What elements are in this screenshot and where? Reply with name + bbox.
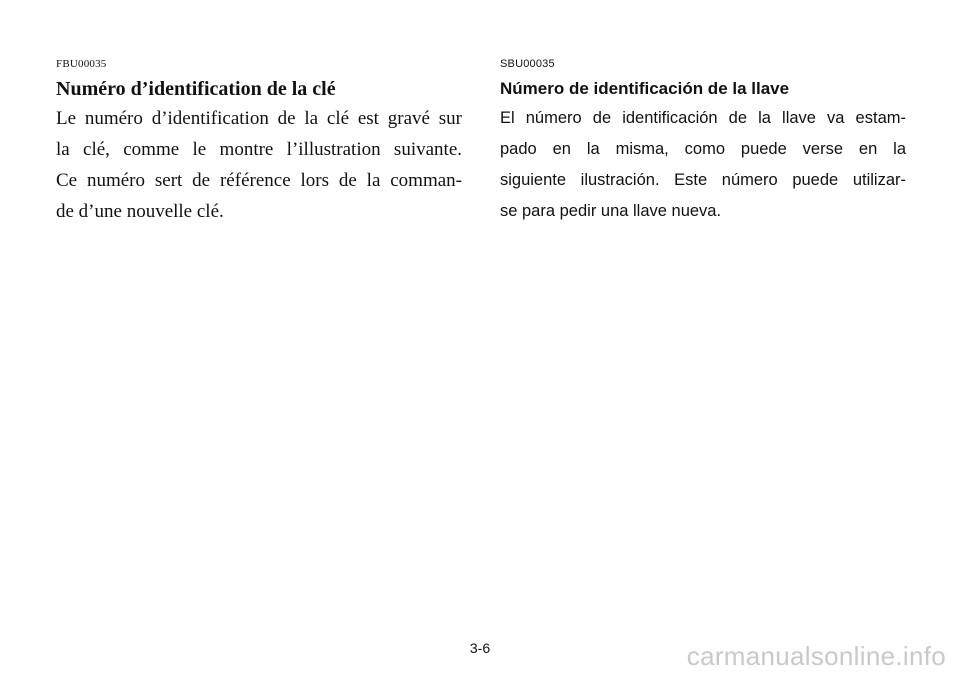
body-line: la clé, comme le montre l’illustration suivante. (56, 139, 462, 160)
body-line: de d’une nouvelle clé. (56, 201, 224, 222)
body-line: El número de identificación de la llave va estam- (500, 109, 906, 127)
section-code: FBU00035 (56, 58, 107, 70)
body-line: Le numéro d’identification de la clé est gravé sur (56, 108, 462, 129)
section-code: SBU00035 (500, 58, 555, 70)
spanish-section (500, 57, 906, 227)
body-line: pado en la misma, como puede verse en la (500, 140, 906, 158)
section-body (500, 103, 906, 227)
watermark: carmanualsonline.info (686, 641, 946, 671)
french-section (56, 57, 462, 227)
section-body (56, 103, 462, 227)
page-number: 3-6 (469, 640, 491, 656)
body-line: siguiente ilustración. Este número puede utilizar- (500, 171, 906, 189)
body-line: Ce numéro sert de référence lors de la comman- (56, 170, 462, 191)
section-heading: Número de identificación de la llave (500, 79, 790, 98)
body-line: se para pedir una llave nueva. (500, 202, 722, 220)
section-heading: Numéro d’identification de la clé (56, 78, 336, 100)
